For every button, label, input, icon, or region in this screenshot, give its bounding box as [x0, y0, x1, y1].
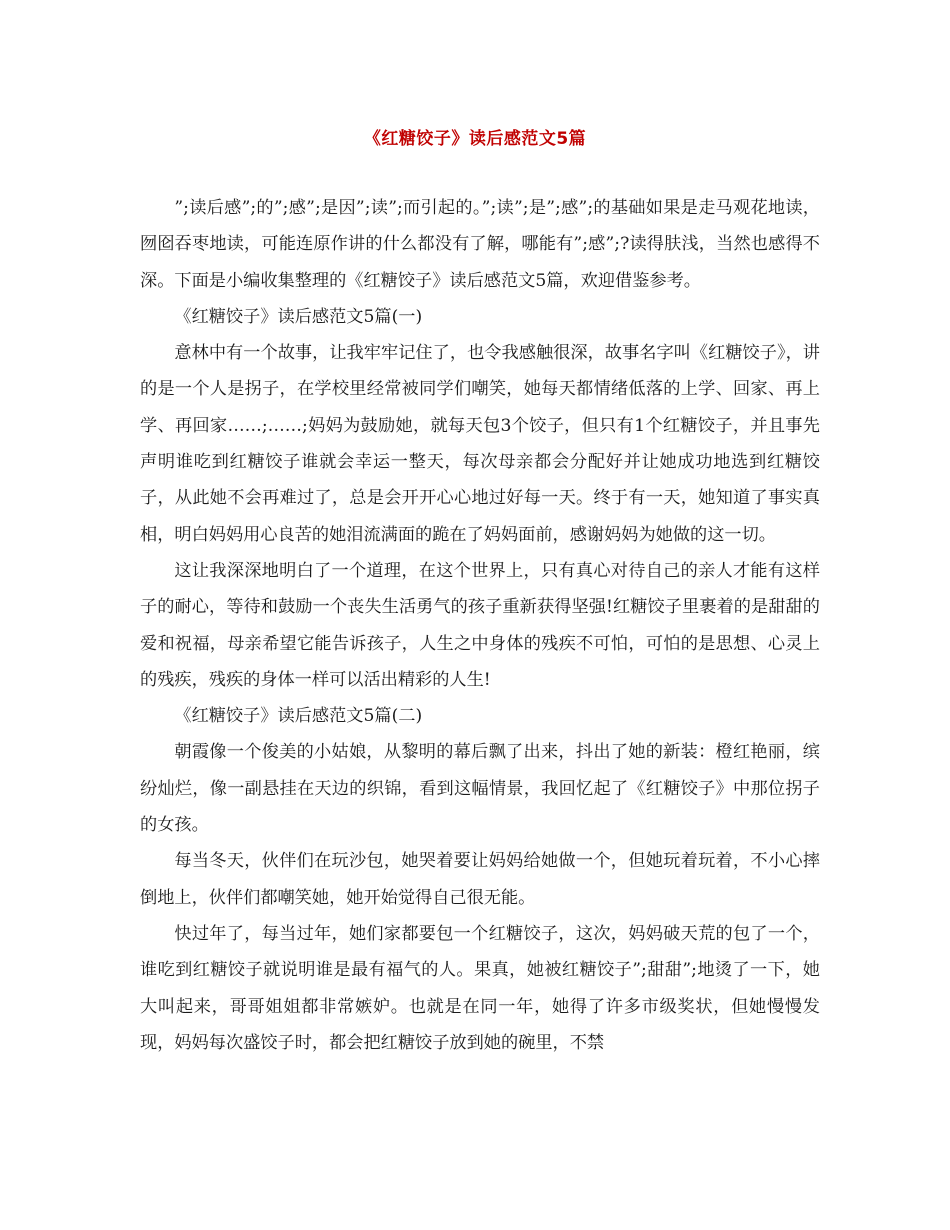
section2-paragraph-1: 朝霞像一个俊美的小姑娘，从黎明的幕后飘了出来，抖出了她的新装：橙红艳丽，缤纷灿烂，像一副悬挂在天边的织锦，看到这幅情景，我回忆起了《红糖饺子》中那位拐子的女孩。 [140, 742, 820, 836]
section-heading-2: 《红糖饺子》读后感范文5篇(二) [174, 706, 423, 727]
section2-paragraph-3: 快过年了，每当过年，她们家都要包一个红糖饺子，这次，妈妈破天荒的包了一个，谁吃到红糖饺子就说明谁是最有福气的人。果真，她被红糖饺子”;甜甜”;地烫了一下，她大叫起来，哥哥姐姐都非常嫉妒。也就是在同一年，她得了许多市级奖状，但她慢慢发现，妈妈每次盛饺子时，都会把红糖饺子放到她的碗里，不禁 [140, 923, 820, 1053]
intro-paragraph: ”;读后感”;的”;感”;是因”;读”;而引起的。”;读”;是”;感”;的基础如果是走马观花地读，囫囵吞枣地读，可能连原作讲的什么都没有了解，哪能有”;感”;?读得肤浅，当然也感得不深。下面是小编收集整理的《红糖饺子》读后感范文5篇，欢迎借鉴参考。 [140, 198, 820, 291]
document-body [140, 190, 820, 1061]
section2-paragraph-2: 每当冬天，伙伴们在玩沙包，她哭着要让妈妈给她做一个，但她玩着玩着，不小心摔倒地上，伙伴们都嘲笑她，她开始觉得自己很无能。 [140, 851, 820, 908]
document-title: 《红糖饺子》读后感范文5篇 [363, 129, 587, 149]
section1-paragraph-1: 意林中有一个故事，让我牢牢记住了，也令我感触很深，故事名字叫《红糖饺子》，讲的是一个人是拐子，在学校里经常被同学们嘲笑，她每天都情绪低落的上学、回家、再上学、再回家……;……;妈妈为鼓励她，就每天包3个饺子，但只有1个红糖饺子，并且事先声明谁吃到红糖饺子谁就会幸运一整天，每次母亲都会分配好并让她成功地选到红糖饺子，从此她不会再难过了，总是会开开心心地过好每一天。终于有一天，她知道了事实真相，明白妈妈用心良苦的她泪流满面的跪在了妈妈面前，感谢妈妈为她做的这一切。 [140, 343, 820, 545]
section-heading-1: 《红糖饺子》读后感范文5篇(一) [174, 306, 423, 327]
section1-paragraph-2: 这让我深深地明白了一个道理，在这个世界上，只有真心对待自己的亲人才能有这样子的耐心，等待和鼓励一个丧失生活勇气的孩子重新获得坚强!红糖饺子里裹着的是甜甜的爱和祝福，母亲希望它能告诉孩子，人生之中身体的残疾不可怕，可怕的是思想、心灵上的残疾，残疾的身体一样可以活出精彩的人生! [140, 560, 820, 690]
